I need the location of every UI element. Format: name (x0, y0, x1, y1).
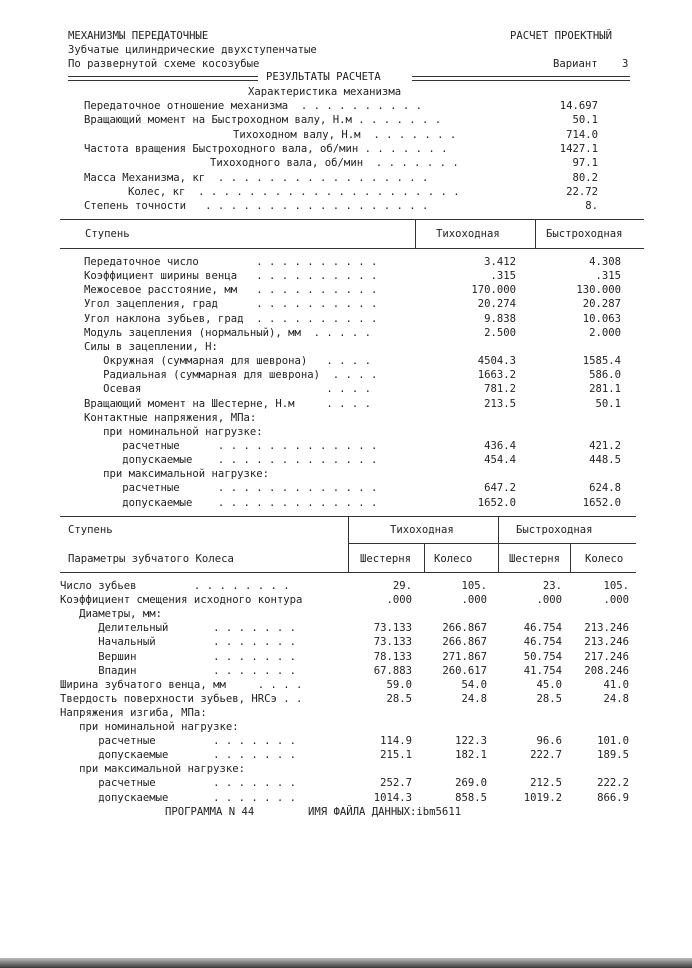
stage2-row-value: 46.754 (523, 636, 562, 649)
stage1-row-fast: 586.0 (589, 369, 621, 382)
stage2-row-value: 23. (542, 580, 562, 592)
stage1-row-fast: .315 (595, 270, 621, 283)
stage2-row-value: 50.754 (523, 650, 562, 663)
stage2-row-value: 59.0 (386, 678, 412, 691)
stage1-row-slow: 213.5 (484, 397, 516, 410)
stage1-divider-1 (415, 219, 416, 249)
stage1-row-slow: 436.4 (484, 439, 516, 452)
stage1-row-slow: 1663.2 (477, 369, 516, 382)
title-rule-left (68, 76, 258, 81)
stage2-row-value: 215.1 (380, 749, 412, 762)
stage1-row-label: расчетные . . . . . . . . . . . . . (84, 482, 378, 495)
stage2-row-value: 213.246 (584, 622, 629, 635)
stage2-row-value: 101.0 (597, 735, 629, 748)
stage1-row-label: Межосевое расстояние, мм . . . . . . . . . . (84, 284, 378, 297)
stage1-row-label: Угол наклона зубьев, град . . . . . . . . . . (84, 312, 378, 325)
stage2-row-label: допускаемые . . . . . . . (60, 749, 296, 762)
mech-row-label: Передаточное отношение механизма . . . . . . . . . . (84, 100, 423, 112)
stage2-col-pinion-slow: Шестерня (360, 553, 412, 565)
title-rule-right (412, 76, 630, 81)
stage2-row-value: 41.754 (523, 664, 562, 677)
stage1-row-label: Вращающий момент на Шестерне, Н.м . . . . (84, 397, 372, 410)
stage2-row-value: .000 (461, 594, 487, 607)
header-calc-type: РАСЧЕТ ПРОЕКТНЫЙ (510, 30, 613, 42)
stage1-row-label: при номинальной нагрузке: (84, 425, 263, 438)
stage1-row-fast: 281.1 (589, 383, 621, 396)
stage1-row-slow: 9.838 (484, 312, 516, 325)
stage1-row-slow: .315 (490, 270, 516, 283)
page-bottom-edge (0, 958, 692, 968)
stage1-row-fast: 624.8 (589, 482, 621, 495)
stage1-row-label: Угол зацепления, град . . . . . . . . . . (84, 298, 378, 311)
mech-row-value: 714.0 (566, 128, 598, 141)
mech-row-value: 50.1 (572, 114, 598, 127)
stage2-row-value: 45.0 (536, 678, 562, 691)
stage2-mid-rule (348, 543, 636, 544)
stage1-header-rule (60, 248, 644, 249)
stage2-col-params: Параметры зубчатого Колеса (68, 553, 234, 565)
stage1-row-fast: 1585.4 (582, 355, 621, 368)
stage2-row-value: 105. (461, 580, 487, 592)
stage1-row-fast: 2.000 (589, 326, 621, 339)
stage2-row-value: 67.883 (373, 664, 412, 677)
stage2-row-value: 212.5 (530, 777, 562, 790)
stage2-row-value: .000 (603, 594, 629, 607)
mech-row-label: Тихоходном валу, Н.м . . . . . . . (233, 128, 457, 141)
header-scheme: По развернутой схеме косозубые (68, 58, 260, 70)
stage2-row-value: 266.867 (442, 622, 487, 635)
stage2-row-value: 1019.2 (523, 791, 562, 804)
stage1-row-slow: 170.000 (471, 284, 516, 297)
stage1-row-label: Передаточное число . . . . . . . . . . (84, 256, 378, 268)
stage2-row-value: 266.867 (442, 636, 487, 649)
stage2-row-value: .000 (536, 594, 562, 607)
stage2-row-value: 222.2 (597, 777, 629, 790)
stage1-col-slow: Тихоходная (436, 228, 500, 240)
mech-row-value: 14.697 (559, 100, 598, 112)
stage2-row-value: 208.246 (584, 664, 629, 677)
stage2-row-value: 78.133 (373, 650, 412, 663)
mech-row-value: 22.72 (566, 185, 598, 198)
stage1-row-slow: 3.412 (484, 256, 516, 268)
stage2-row-value: 260.617 (442, 664, 487, 677)
variant-value: 3 (622, 58, 629, 70)
mech-title: Характеристика механизма (248, 86, 402, 98)
stage2-row-value: .000 (386, 594, 412, 607)
stage1-row-label: Радиальная (суммарная для шеврона) . . . . (84, 369, 378, 382)
mech-row-label: Вращающий момент на Быстроходном валу, Н.м . . . . . . . (84, 114, 442, 127)
stage1-row-slow: 781.2 (484, 383, 516, 396)
stage2-row-value: 28.5 (386, 692, 412, 705)
stage2-divider-d (570, 543, 571, 573)
mech-row-label: Колес, кг . . . . . . . . . . . . . . . . . . . . . (128, 185, 460, 198)
stage1-row-label: допускаемые . . . . . . . . . . . . . (84, 496, 378, 509)
mech-row-value: 8. (585, 200, 598, 213)
stage1-row-fast: 50.1 (595, 397, 621, 410)
stage2-row-label: Твердость поверхности зубьев, HRCэ . . (60, 692, 303, 705)
stage1-row-fast: 20.287 (582, 298, 621, 311)
stage1-row-label: Силы в зацеплении, Н: (84, 340, 218, 353)
stage1-row-label: расчетные . . . . . . . . . . . . . (84, 439, 378, 452)
stage1-col-fast: Быстроходная (546, 228, 623, 240)
variant-label: Вариант (553, 58, 598, 70)
stage2-col-gear-slow: Колесо (434, 553, 473, 565)
stage2-row-label: Напряжения изгиба, МПа: (60, 706, 207, 719)
data-file-name: ИМЯ ФАЙЛА ДАННЫХ:ibm5611 (308, 806, 462, 818)
stage2-divider-c (424, 543, 425, 573)
stage2-divider-b (498, 516, 499, 573)
stage2-row-value: 222.7 (530, 749, 562, 762)
mech-row-value: 1427.1 (559, 142, 598, 155)
stage2-row-label: при номинальной нагрузке: (60, 721, 239, 733)
stage1-row-slow: 4504.3 (477, 355, 516, 368)
stage2-col-gear-fast: Колесо (585, 553, 624, 565)
stage1-row-fast: 10.063 (582, 312, 621, 325)
stage2-row-value: 271.867 (442, 650, 487, 663)
header-subtitle: Зубчатые цилиндрические двухступенчатые (68, 44, 317, 56)
mech-row-label: Масса Механизма, кг . . . . . . . . . . . . . . . . . (84, 171, 429, 184)
stage1-row-slow: 20.274 (477, 298, 516, 311)
stage1-row-label: при максимальной нагрузке: (84, 468, 269, 481)
stage2-col-fast: Быстроходная (516, 524, 593, 536)
header-title: МЕХАНИЗМЫ ПЕРЕДАТОЧНЫЕ (68, 30, 209, 42)
stage2-row-value: 866.9 (597, 791, 629, 804)
stage2-row-value: 213.246 (584, 636, 629, 649)
stage2-row-value: 122.3 (455, 735, 487, 748)
stage2-row-value: 105. (603, 580, 629, 592)
stage1-row-fast: 421.2 (589, 439, 621, 452)
stage1-row-fast: 1652.0 (582, 496, 621, 509)
stage2-row-value: 114.9 (380, 735, 412, 748)
stage1-col-stage: Ступень (85, 228, 130, 240)
stage2-row-value: 1014.3 (373, 791, 412, 804)
stage2-row-value: 73.133 (373, 636, 412, 649)
stage2-row-value: 96.6 (536, 735, 562, 748)
stage2-row-value: 28.5 (536, 692, 562, 705)
stage2-col-stage: Ступень (68, 524, 113, 536)
stage1-row-slow: 454.4 (484, 454, 516, 467)
stage2-row-value: 54.0 (461, 678, 487, 691)
stage2-row-value: 41.0 (603, 678, 629, 691)
results-title: РЕЗУЛЬТАТЫ РАСЧЕТА (266, 71, 381, 83)
mech-row-value: 97.1 (572, 157, 598, 170)
stage2-row-label: Число зубьев . . . . . . . . (60, 580, 290, 592)
stage1-row-label: допускаемые . . . . . . . . . . . . . (84, 454, 378, 467)
stage2-row-label: Диаметры, мм: (60, 608, 163, 621)
stage2-row-label: Ширина зубчатого венца, мм . . . . (60, 678, 303, 691)
stage2-row-value: 24.8 (461, 692, 487, 705)
stage1-row-label: Коэффициент ширины венца . . . . . . . . . . (84, 270, 378, 283)
mech-row-value: 80.2 (572, 171, 598, 184)
stage2-row-value: 182.1 (455, 749, 487, 762)
stage2-col-pinion-fast: Шестерня (509, 553, 561, 565)
stage2-row-label: расчетные . . . . . . . (60, 735, 296, 748)
stage2-row-label: Впадин . . . . . . . (60, 664, 296, 677)
stage1-divider-2 (535, 219, 536, 249)
stage1-row-label: Осевая . . . . (84, 383, 372, 396)
stage1-row-slow: 647.2 (484, 482, 516, 495)
stage2-row-value: 858.5 (455, 791, 487, 804)
stage2-row-value: 29. (392, 580, 412, 592)
stage2-row-value: 24.8 (603, 692, 629, 705)
stage1-row-fast: 130.000 (576, 284, 621, 297)
stage2-row-label: при максимальной нагрузке: (60, 763, 245, 776)
stage2-row-label: Делительный . . . . . . . (60, 622, 296, 635)
stage2-row-value: 189.5 (597, 749, 629, 762)
program-number: ПРОГРАММА N 44 (165, 806, 255, 818)
stage2-row-value: 46.754 (523, 622, 562, 635)
stage1-row-slow: 2.500 (484, 326, 516, 339)
stage2-row-label: Коэффициент смещения исходного контура (60, 594, 303, 607)
stage1-row-label: Окружная (суммарная для шеврона) . . . . (84, 355, 372, 368)
stage1-row-label: Модуль зацепления (нормальный), мм . . . . . (84, 326, 372, 339)
stage2-row-label: Начальный . . . . . . . (60, 636, 296, 649)
stage1-row-fast: 448.5 (589, 454, 621, 467)
stage1-row-label: Контактные напряжения, МПа: (84, 411, 257, 424)
stage1-row-slow: 1652.0 (477, 496, 516, 509)
stage2-row-label: расчетные . . . . . . . (60, 777, 296, 790)
mech-row-label: Степень точности . . . . . . . . . . . . . . . . . . (84, 200, 429, 213)
stage2-row-value: 73.133 (373, 622, 412, 635)
stage2-row-label: допускаемые . . . . . . . (60, 791, 296, 804)
stage2-row-label: Вершин . . . . . . . (60, 650, 296, 663)
stage2-row-value: 252.7 (380, 777, 412, 790)
mech-row-label: Частота вращения Быстроходного вала, об/мин . . . . . . . (84, 142, 448, 155)
stage2-col-slow: Тихоходная (390, 524, 454, 536)
stage2-divider-a (348, 516, 349, 573)
stage2-row-value: 217.246 (584, 650, 629, 663)
stage1-row-fast: 4.308 (589, 256, 621, 268)
stage1-top-rule (60, 219, 644, 220)
mech-row-label: Тихоходного вала, об/мин . . . . . . . (210, 157, 459, 170)
stage2-row-value: 269.0 (455, 777, 487, 790)
